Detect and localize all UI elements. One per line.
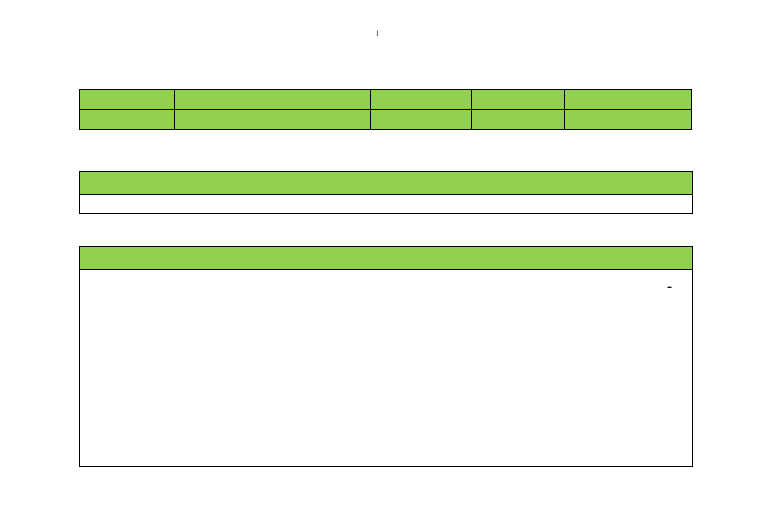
- lessons-label: [175, 110, 371, 130]
- outcomes-title: [80, 247, 692, 270]
- periods-value: [80, 110, 175, 130]
- date-from-value: [371, 90, 472, 110]
- date-from-label: [472, 90, 565, 110]
- unit-title-label: [175, 90, 371, 110]
- outcomes-list: [80, 270, 692, 276]
- big-idea-title: [80, 172, 692, 195]
- big-idea-box: [79, 171, 693, 214]
- cursor-mark: ı: [376, 28, 379, 39]
- outcomes-box: [79, 246, 693, 467]
- periods-label: [80, 90, 175, 110]
- big-idea-text: [80, 195, 692, 199]
- date-to-value: [371, 110, 472, 130]
- lesson-header-table: [79, 89, 692, 130]
- date-to-label: [472, 110, 565, 130]
- subject-label: [565, 90, 692, 110]
- subject-value: [565, 110, 692, 130]
